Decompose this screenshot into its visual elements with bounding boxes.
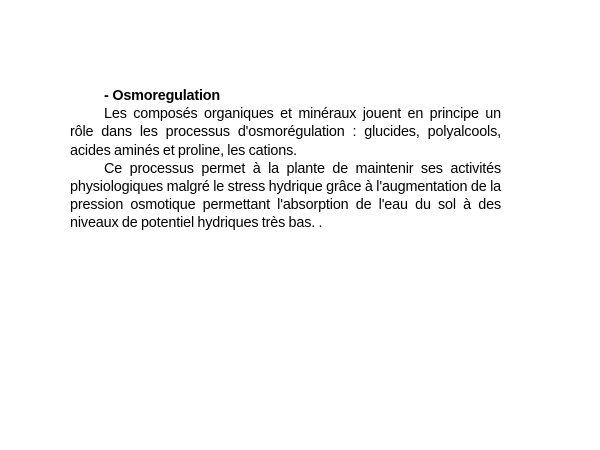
document-body <box>70 87 501 233</box>
paragraph-osmotic-pressure: Ce processus permet à la plante de maintenir ses activités physiologiques malgré le stress hydrique grâce à l'augmentation de la pression osmotique permettant l'absorption de l'eau du sol à des niveaux de potentiel hydriques très bas. . <box>70 160 501 232</box>
section-heading: - Osmoregulation <box>104 88 220 104</box>
paragraph-osmoregulation-compounds: Les composés organiques et minéraux jouent en principe un rôle dans les processus d'osmorégulation : glucides, polyalcools, acides aminés et proline, les cations. <box>70 106 501 159</box>
